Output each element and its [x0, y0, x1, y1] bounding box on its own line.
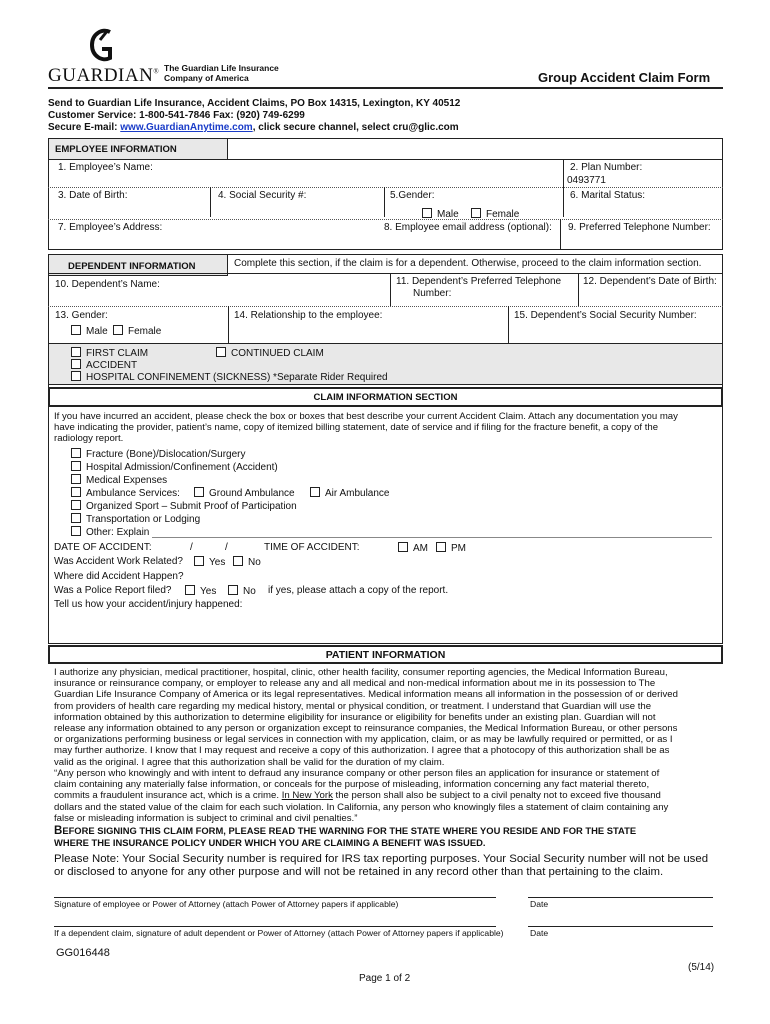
option-other[interactable]: Other: Explain [71, 526, 149, 539]
police-report-yes[interactable]: Yes [185, 585, 216, 598]
guardian-g-icon [88, 28, 118, 64]
checkbox-icon[interactable] [422, 208, 432, 218]
police-report-no[interactable]: No [228, 585, 256, 598]
plan-number-value[interactable]: 0493771 [567, 175, 606, 186]
checkbox-icon[interactable] [113, 325, 123, 335]
checkbox-icon[interactable] [471, 208, 481, 218]
checkbox-icon[interactable] [194, 487, 204, 497]
option-fracture[interactable]: Fracture (Bone)/Dislocation/Surgery [71, 448, 246, 461]
checkbox-icon[interactable] [71, 347, 81, 357]
dependent-signature-date-line[interactable] [528, 926, 713, 927]
dependent-ssn-label: 15. Dependent’s Social Security Number: [514, 310, 697, 321]
checkbox-icon[interactable] [71, 461, 81, 471]
checkbox-icon[interactable] [233, 556, 243, 566]
dependent-note: Complete this section, if the claim is for a dependent. Otherwise, proceed to the claim information section. [234, 258, 702, 269]
plan-number-label: 2. Plan Number: [570, 162, 643, 173]
option-organized-sport[interactable]: Organized Sport – Submit Proof of Participation [71, 500, 297, 513]
employee-address-label: 7. Employee’s Address: [58, 222, 163, 233]
work-related-yes[interactable]: Yes [194, 556, 225, 569]
relationship-label: 14. Relationship to the employee: [234, 310, 383, 321]
form-number: GG016448 [56, 947, 110, 959]
accident-description-label: Tell us how your accident/injury happened: [54, 599, 243, 610]
where-happened-label: Where did Accident Happen? [54, 571, 184, 582]
dependent-gender-label: 13. Gender: [55, 310, 108, 321]
form-title: Group Accident Claim Form [538, 70, 711, 85]
date-slash-2: / [225, 542, 228, 553]
page-number: Page 1 of 2 [359, 973, 411, 984]
checkbox-icon[interactable] [194, 556, 204, 566]
header-divider [48, 87, 723, 89]
dependent-gender-female[interactable]: Female [113, 325, 161, 338]
dependent-signature-label: If a dependent claim, signature of adult dependent or Power of Attorney (attach Power of Attorney papers if applicable) [54, 928, 504, 938]
continued-claim-option[interactable]: CONTINUED CLAIM [216, 347, 324, 360]
employee-dob-label: 3. Date of Birth: [58, 190, 128, 201]
company-name-line1: The Guardian Life Insurance [164, 63, 279, 73]
first-claim-option[interactable]: FIRST CLAIM [71, 347, 148, 360]
employee-signature-date-line[interactable] [528, 897, 713, 898]
employee-name-field[interactable] [160, 161, 560, 185]
checkbox-icon[interactable] [228, 585, 238, 595]
employee-gender-male[interactable]: Male [422, 208, 459, 221]
checkbox-icon[interactable] [71, 513, 81, 523]
checkbox-icon[interactable] [185, 585, 195, 595]
police-report-note: if yes, please attach a copy of the report. [268, 585, 449, 596]
checkbox-icon[interactable] [71, 526, 81, 536]
logo-wordmark: GUARDIAN® [48, 65, 160, 86]
dependent-information-heading: DEPENDENT INFORMATION [68, 261, 196, 272]
employee-gender-label: 5.Gender: [390, 190, 435, 201]
authorization-text: I authorize any physician, medical practitioner, hospital, clinic, other health facility, consumer reporting agencies, the Medical Information Bureau, insurance or reinsurance company, or employer to release any and all medical and non-medical information about me in its possession to The Guardian Life Insurance Company of America or its legal representatives. Medical information means all information in the possession of or derived from providers of health care regarding my medical history, mental or physical condition, or treatment. I understand that Guardian will use the information obtained by this authorization to determine eligibility for insurance or eligibility for benefits under an existing plan. Guardian will not release any information obtained to any person or organization except to reinsurance companies, the Medical Information Bureau, or other persons or organizations performing business or legal services in connection with my application, claim, or as may be lawfully required or permitted, or as I may further authorize. I know that I may request and receive a copy of this authorization. I agree that a photocopy of this authorization shall be as valid as the original. I agree that this authorization shall be valid for the duration of my claim. [54, 667, 678, 768]
checkbox-icon[interactable] [436, 542, 446, 552]
checkbox-icon[interactable] [71, 325, 81, 335]
am-option[interactable]: AM [398, 542, 428, 555]
employee-signature-label: Signature of employee or Power of Attorney (attach Power of Attorney papers if applicable) [54, 899, 399, 909]
checkbox-icon[interactable] [398, 542, 408, 552]
company-name-line2: Company of America [164, 73, 249, 83]
dependent-dob-label: 12. Dependent’s Date of Birth: [583, 276, 717, 287]
claim-intro-text: If you have incurred an accident, please check the box or boxes that best describe your current Accident Claim. Attach any documentation you may have indicating the provider, patient’s name, copy of itemized billing statement, date of service and if filing for the fracture benefit, a copy of the radiology report. [54, 411, 678, 445]
time-of-accident-label: TIME OF ACCIDENT: [264, 542, 360, 553]
checkbox-icon[interactable] [71, 448, 81, 458]
option-ground-ambulance[interactable]: Ground Ambulance [194, 487, 295, 500]
signing-warning: BEFORE SIGNING THIS CLAIM FORM, PLEASE READ THE WARNING FOR THE STATE WHERE YOU RESIDE AND FOR THE STATE WHERE THE INSURANCE POLICY UNDER WHICH YOU ARE CLAIMING A BENEFIT WAS ISSUED. [54, 825, 637, 848]
employee-signature-date-label: Date [530, 899, 549, 909]
dependent-signature-date-label: Date [530, 928, 549, 938]
hospital-confinement-option[interactable]: HOSPITAL CONFINEMENT (SICKNESS) *Separate Rider Required [71, 371, 388, 384]
accident-option[interactable]: ACCIDENT [71, 359, 137, 372]
date-of-accident-label: DATE OF ACCIDENT: [54, 542, 152, 553]
other-explain-line[interactable] [152, 537, 712, 538]
date-slash-1: / [190, 542, 193, 553]
mailing-address: Send to Guardian Life Insurance, Accident Claims, PO Box 14315, Lexington, KY 40512 [48, 98, 461, 109]
checkbox-icon[interactable] [71, 487, 81, 497]
secure-email-line: Secure E-mail: www.GuardianAnytime.com, click secure channel, select cru@glic.com [48, 122, 459, 133]
employee-ssn-label: 4. Social Security #: [218, 190, 307, 201]
pm-option[interactable]: PM [436, 542, 466, 555]
option-transportation[interactable]: Transportation or Lodging [71, 513, 200, 526]
police-report-label: Was a Police Report filed? [54, 585, 172, 596]
guardian-logo [48, 28, 158, 84]
employee-name-label: 1. Employee’s Name: [58, 162, 153, 173]
checkbox-icon[interactable] [310, 487, 320, 497]
checkbox-icon[interactable] [216, 347, 226, 357]
work-related-label: Was Accident Work Related? [54, 556, 183, 567]
employee-email-label: 8. Employee email address (optional): [384, 222, 552, 233]
checkbox-icon[interactable] [71, 474, 81, 484]
option-medical-expenses[interactable]: Medical Expenses [71, 474, 167, 487]
customer-service-line: Customer Service: 1-800-541-7846 Fax: (920) 749-6299 [48, 110, 305, 121]
work-related-no[interactable]: No [233, 556, 261, 569]
marital-status-label: 6. Marital Status: [570, 190, 646, 201]
guardian-anytime-link[interactable]: www.GuardianAnytime.com [120, 122, 253, 133]
checkbox-icon[interactable] [71, 500, 81, 510]
option-hospital-admission[interactable]: Hospital Admission/Confinement (Accident) [71, 461, 278, 474]
employee-phone-label: 9. Preferred Telephone Number: [568, 222, 711, 233]
checkbox-icon[interactable] [71, 359, 81, 369]
claim-information-heading: CLAIM INFORMATION SECTION [313, 392, 458, 403]
option-ambulance-services[interactable]: Ambulance Services: [71, 487, 180, 500]
employee-gender-female[interactable]: Female [471, 208, 519, 221]
option-air-ambulance[interactable]: Air Ambulance [310, 487, 389, 500]
form-revision: (5/14) [688, 962, 715, 973]
checkbox-icon[interactable] [71, 371, 81, 381]
patient-information-heading: PATIENT INFORMATION [325, 649, 446, 661]
ssn-notice: Please Note: Your Social Security number is required for IRS tax reporting purposes. Your Social Security number will not be used or disclosed to anyone for any other purpose and will not be retained in any record other than that pertaining to the claim. [54, 853, 709, 878]
dependent-gender-male[interactable]: Male [71, 325, 108, 338]
employee-information-heading: EMPLOYEE INFORMATION [55, 144, 177, 155]
dependent-phone-label: 11. Dependent’s Preferred Telephone Number: [396, 276, 562, 299]
fraud-warning-text: “Any person who knowingly and with intent to defraud any insurance company or other person files an application for insurance or statement of claim containing any materially false information, or conceals for the purpose of misleading, information concerning any fact material thereto, commits a fraudulent insurance act, which is a crime. In New York the person shall also be subject to a civil penalty not to exceed five thousand dollars and the stated value of the claim for each such violation. In California, any person who knowingly files a statement of claim containing any false or misleading information is subject to criminal and civil penalties.” [54, 768, 669, 824]
dependent-name-label: 10. Dependent’s Name: [55, 279, 160, 290]
